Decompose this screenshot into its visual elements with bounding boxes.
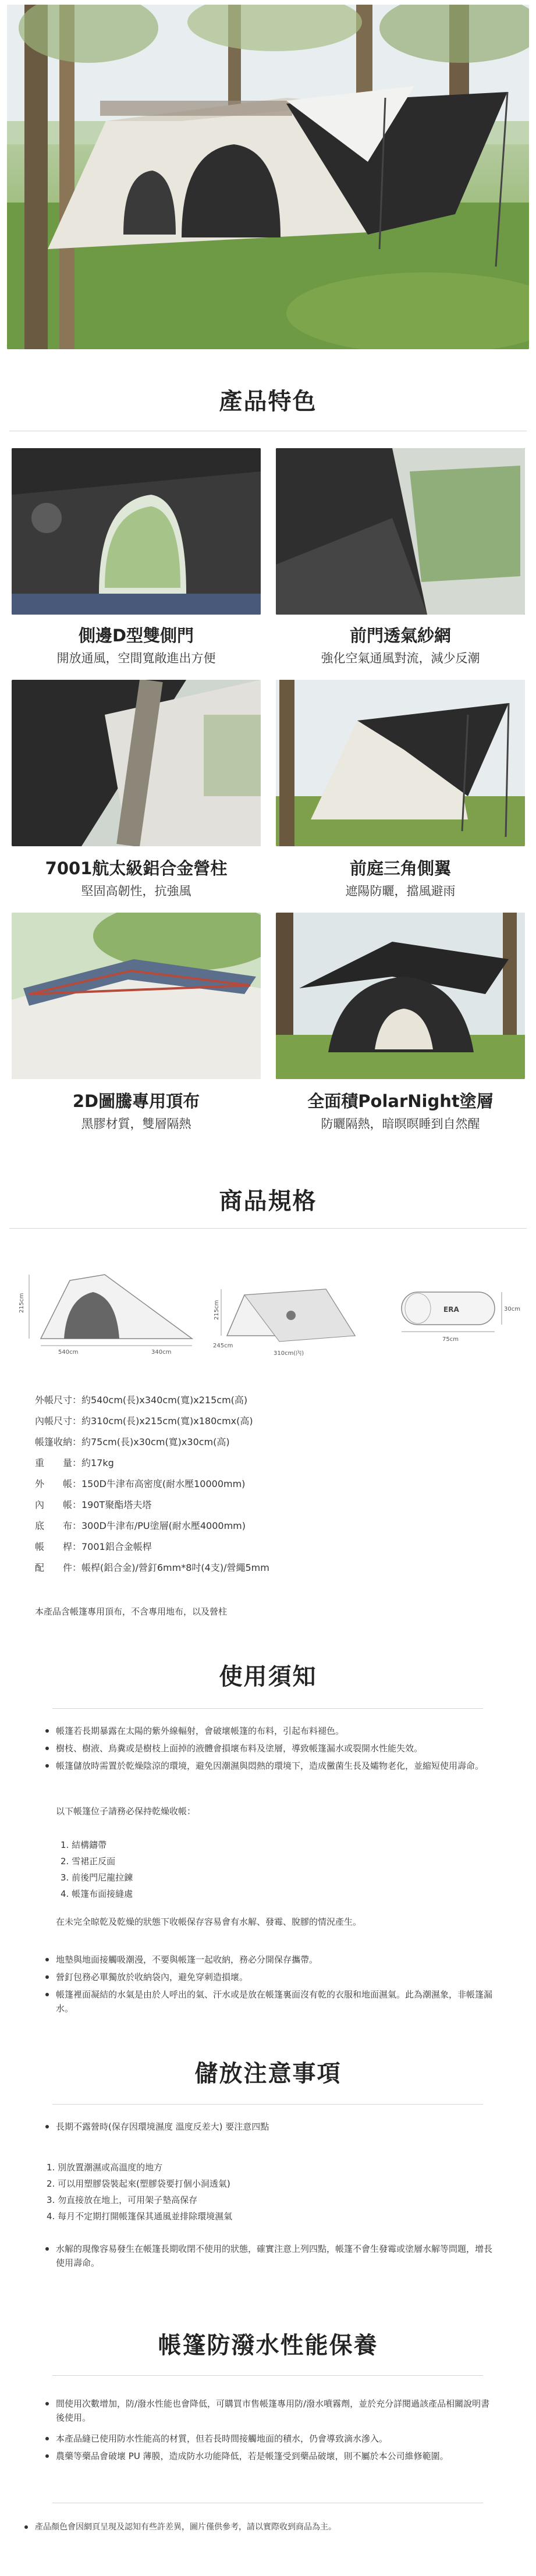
storage-item-3: 3. 勿直接放在地上，可用架子墊高保存 (47, 2195, 198, 2205)
svg-text:ERA: ERA (443, 1305, 459, 1314)
feature-sub-6: 防曬隔熱，暗暝暝睡到自然醒 (321, 1117, 480, 1131)
usage-sub-item-2: 2. 雪裙正反面 (61, 1856, 116, 1867)
usage-bullet-6: 帳篷裡面凝結的水氣是由於人呼出的氣、汗水或是放在帳篷裏面沒有乾的衣服和地面濕氣。此為潮濕象，非帳篷漏水。 (56, 1988, 498, 2016)
usage-sub-intro: 以下帳篷位子請務必保持乾燥收帳： (56, 1806, 196, 1816)
feature-title-2: 前門透氣紗網 (349, 626, 451, 645)
spec-line-8: 帳 桿：7001鋁合金帳桿 (35, 1541, 152, 1552)
tent-side-diagram (17, 1263, 210, 1356)
spec-line-5: 外 帳：150D牛津布高密度(耐水壓10000mm) (35, 1478, 246, 1489)
spec-line-4: 重 量：約17kg (35, 1457, 114, 1468)
usage-bullet-3: 帳篷儲放時需置於乾燥陰涼的環境，避免因潮濕與悶熱的環境下，造成黴菌生長及孀物老化，並縮短使用壽命。 (56, 1759, 498, 1773)
tent-inner-diagram (210, 1272, 372, 1359)
feature-sub-1: 開放通風，空間寬敞進出方便 (56, 651, 216, 665)
feature-sub-4: 遮陽防曬，擋風避雨 (345, 884, 456, 898)
diagram-label-h2: 215cm (214, 1300, 220, 1320)
storage-item-4: 4. 每月不定期打開帳篷保其通風並排除環境濕氣 (47, 2211, 233, 2222)
diagram-label-h1: 215cm (19, 1293, 25, 1313)
feature-sub-2: 強化空氣通風對流，減少反潮 (321, 651, 480, 665)
usage-after-sub: 在未完全晾乾及乾燥的狀態下收帳保存容易會有水解、發霉、脫膠的情況產生。 (56, 1917, 362, 1927)
feature-photo-polar-night (276, 913, 525, 1079)
waterproof-title-divider (52, 2375, 483, 2376)
feature-title-3: 7001航太級鋁合金營柱 (45, 858, 228, 878)
feature-title-5: 2D圖騰專用頂布 (72, 1091, 200, 1111)
diagram-label-w3: 245cm (213, 1343, 233, 1349)
spec-line-2: 內帳尺寸：約310cm(長)x215cm(寬)x180cmx(高) (35, 1415, 253, 1427)
feature-photo-pole (12, 680, 261, 846)
usage-sub-item-4: 4. 帳篷布面接縫處 (61, 1889, 133, 1899)
usage-sub-item-3: 3. 前後門尼龍拉鍊 (61, 1872, 133, 1883)
spec-line-3: 帳篷收納：約75cm(長)x30cm(寬)x30cm(高) (35, 1436, 230, 1447)
diagram-label-w1: 540cm (58, 1349, 79, 1356)
usage-bullet-5: 營釘包務必單獨放於收納袋內，避免穿刺造損壞。 (56, 1970, 498, 1984)
usage-title: 使用須知 (219, 1663, 317, 1690)
feature-sub-5: 黑膠材質，雙層隔熱 (81, 1117, 191, 1131)
hero-tent-photo (7, 5, 529, 349)
usage-bullet-1: 帳篷若長期暴露在太陽的紫外線輻射，會破壞帳篷的布料，引起布料褪色。 (56, 1724, 498, 1738)
storage-item-1: 1. 別放置潮濕或高溫度的地方 (47, 2162, 163, 2173)
usage-bullet-4: 地墊與地面接觸吸潮漫，不要與帳篷一起收納，務必分開保存攜帶。 (56, 1953, 498, 1967)
diagram-label-bag-h: 30cm (504, 1306, 520, 1312)
feature-photo-wings (276, 680, 525, 846)
feature-photo-side-door (12, 448, 261, 615)
usage-bullet-2: 樹枝、樹液、鳥糞或是樹枝上面掉的液體會損壞布料及塗層，導致帳篷漏水或裂開水性能失效。 (56, 1741, 498, 1755)
specs-title-divider (9, 1228, 527, 1229)
feature-title-1: 側邊D型雙側門 (78, 626, 194, 645)
waterproof-bullet-3: 農藥等藥品會破壞 PU 薄膜，造成防水功能降低，若是帳篷受到藥品破壞，則不屬於本公司維修範圍。 (56, 2449, 498, 2463)
feature-photo-top-cloth (12, 913, 261, 1079)
waterproof-title: 帳篷防潑水性能保養 (158, 2332, 378, 2359)
spec-line-6: 內 帳：190T聚酯塔夫塔 (35, 1499, 152, 1510)
storage-title: 儲放注意事項 (194, 2060, 342, 2087)
spec-line-7: 底 布：300D牛津布/PU塗層(耐水壓4000mm) (35, 1520, 246, 1531)
diagram-label-w2: 340cm (151, 1349, 172, 1356)
spec-line-1: 外帳尺寸：約540cm(長)x340cm(寬)x215cm(高) (35, 1395, 248, 1406)
feature-title-4: 前庭三角側翼 (349, 858, 451, 878)
hero-tent-illustration (7, 5, 529, 349)
storage-closing: 水解的現像容易發生在帳篷長期收閉不使用的狀態，確實注意上列四點，帳篷不會生發霉或塗層水解等問題，增長使用壽命。 (56, 2242, 498, 2270)
waterproof-bullet-1: 間使用次數增加，防/潑水性能也會降低，可購買市售帳篷專用防/潑水噴霧劑，並於充分詳閱過該產品相關說明書後使用。 (56, 2397, 498, 2425)
specs-title: 商品規格 (219, 1188, 317, 1215)
usage-sub-item-1: 1. 結構鑄帶 (61, 1840, 107, 1850)
tent-bag-diagram (390, 1280, 524, 1344)
feature-photo-mesh (276, 448, 525, 615)
diagram-label-bag-w: 75cm (442, 1336, 459, 1343)
waterproof-bullet-2: 本產品縫已使用防水性能高的材質，但若長時間接觸地面的積水，仍會導致滴水滲入。 (56, 2432, 498, 2446)
storage-intro: 長期不露營時(保存因環境濕度 溫度反差大) 要注意四點 (56, 2120, 498, 2134)
storage-item-2: 2. 可以用塑膠袋裝起來(塑膠袋要打個小洞透氣) (47, 2178, 230, 2189)
diagram-label-w4: 310cm(內) (274, 1350, 304, 1357)
feature-sub-3: 堅固高韌性，抗強風 (81, 884, 191, 898)
spec-line-9: 配 件：帳桿(鋁合金)/營釘6mm*8吋(4支)/營繩5mm (35, 1562, 269, 1573)
spec-note: 本產品含帳篷專用頂布，不含專用地布，以及營柱 (35, 1606, 228, 1617)
storage-title-divider (52, 2104, 483, 2105)
features-title: 產品特色 (219, 388, 317, 415)
footer-note: 產品顏色會因網頁呈現及認知有些許差異，圖片僅供參考，請以實際收到商品為主。 (35, 2520, 512, 2534)
feature-title-6: 全面積PolarNight塗層 (307, 1091, 494, 1111)
usage-title-divider (52, 1708, 483, 1709)
